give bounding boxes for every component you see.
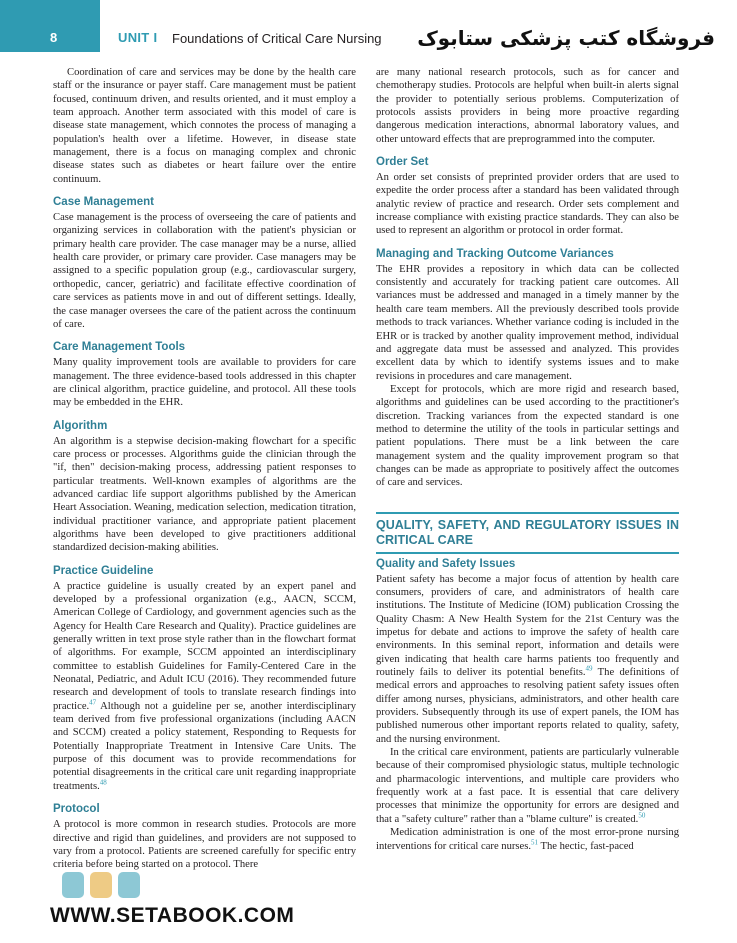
guideline-paragraph	[53, 580, 356, 794]
heading-quality-safety-regulatory: QUALITY, SAFETY, AND REGULATORY ISSUES IN CRITICAL CARE	[376, 512, 679, 554]
right-column	[376, 66, 679, 853]
running-head: Foundations of Critical Care Nursing	[172, 31, 382, 46]
protocol-continued-paragraph: are many national research protocols, such as for cancer and chemotherapy studies. Protocols are helpful when built-in alerts signal the provider to potentially serious problems. Computerization of protocols assists providers in being more proactive regarding dangerous medication interactions, abnormal laboratory values, and other untoward effects that are preprogrammed into the computer.	[376, 67, 679, 145]
heading-tracking-variances: Managing and Tracking Outcome Variances	[376, 247, 614, 260]
website-link[interactable]: WWW.SETABOOK.COM	[50, 904, 295, 927]
algorithm-paragraph: An algorithm is a stepwise decision-making flowchart for a specific care process or processes. Algorithms guide the clinician through the "if, then" decision-making process, addressing patient responses to particular treatments. Well-known examples of algorithms are the advanced cardiac life support algorithms published by the American Heart Association. Weaning, medication selection, medication titration, individual practitioner variance, and appropriate patient placement algorithms have been developed to give practitioners additional standardized decision-making abilities.	[53, 435, 356, 554]
quality-text-b: The definitions of medical errors and approaches to resolving patient safety issues often differ among nurses, physicians, administrators, and other health care providers. Subsequently through its use of expert panels, the IOM has published numerous other important reports related to quality, safety, and the nursing environment.	[376, 667, 679, 745]
setabook-logo-icon	[62, 868, 142, 902]
heading-case-management: Case Management	[53, 196, 154, 209]
heading-protocol: Protocol	[53, 803, 100, 816]
order-set-paragraph: An order set consists of preprinted provider orders that are used to expedite the order process after a standard has been validated through analytic review of practice and research. Order sets complement and increase compliance with existing practice standards. They can also be used to represent an algorithm or protocol in order format.	[376, 172, 679, 237]
environment-text: In the critical care environment, patients are particularly vulnerable because of their compromised physiologic status, multiple technologic and pharmacologic interventions, and multiple care providers who frequently work at a fast pace. It is essential that care delivery processes that minimize the opportunity for errors are designed and that a "safety culture" rather than a "blame culture" is created.	[376, 747, 679, 825]
reference-48[interactable]: 48	[99, 778, 107, 787]
guideline-text-a: A practice guideline is usually created by an expert panel and developed by a professional organization (e.g., AACN, SCCM, American College of Cardiology, and government agencies such as the Agency for Health Care Research and Quality). Practice guidelines are generally written in text prose style rather than in the flowchart format of algorithms. For example, SCCM appointed an interdisciplinary committee to establish Guidelines for Family-Centered Care in the Neonatal, Pediatric, and Adult ICU (2016). They recommended future research and development of tools to translate research findings into practice.	[53, 580, 356, 712]
quality-text-a: Patient safety has become a major focus of attention by health care consumers, providers of care, and administrators of health care institutions. The Institute of Medicine (IOM) publication Crossing the Quality Chasm: A New Health System for the 21st Century was the impetus for debate and actions to improve the safety of health care environments. In this seminal report, information and details were given indicating that health care harms patients too frequently and routinely fails to deliver its potential benefits.	[376, 573, 679, 679]
heading-practice-guideline: Practice Guideline	[53, 564, 154, 577]
tools-paragraph: Many quality improvement tools are available to providers for care management. The three evidence-based tools addressed in this chapter are clinical algorithm, practice guideline, and protocol. All these tools may be embedded in the EHR.	[53, 357, 356, 409]
critical-care-environment-paragraph	[376, 746, 679, 826]
quality-safety-paragraph	[376, 573, 679, 746]
heading-care-management-tools: Care Management Tools	[53, 341, 186, 354]
reference-51[interactable]: 51	[531, 837, 539, 846]
heading-quality-safety-issues: Quality and Safety Issues	[376, 557, 516, 570]
medication-paragraph	[376, 826, 679, 853]
reference-49[interactable]: 49	[585, 664, 593, 673]
except-paragraph: Except for protocols, which are more rigid and research based, algorithms and guidelines can be used according to the practitioner's discretion. Tracking variances from the expected standard is one method to determine the utility of the tools in particular settings and patient populations. There must be a link between the care management system and the quality improvement program so that changes can be made as appropriate to positively affect the outcomes of care and services.	[376, 383, 679, 489]
intro-paragraph: Coordination of care and services may be done by the health care staff or the insurance or payer staff. Care management must be patient focused, continuum driven, and results oriented, and it must employ a team approach. Another term associated with this model of care is disease state management, which connotes the process of managing a population's health over a lifetime. However, in disease state management, there is a focus on managing complex and chronic disease states such as diabetes or heart failure over the entire continuum.	[53, 67, 356, 185]
heading-algorithm: Algorithm	[53, 419, 108, 432]
heading-order-set: Order Set	[376, 156, 429, 169]
case-management-paragraph: Case management is the process of overseeing the care of patients and organizing services in collaboration with the patient's physician or primary health care provider. The case manager may be a nurse, allied health care provider, or primary care provider. Case managers may be assigned to a specific population group (e.g., cardiovascular surgery, orthopedic, cancer, geriatric) and facilitate effective coordination of care services as patients move in and out of different settings. Ideally, the case manager oversees the care of the patient across the continuum of care.	[53, 212, 356, 330]
medication-text-b: The hectic, fast-paced	[538, 840, 634, 852]
unit-label: UNIT I	[118, 30, 158, 45]
reference-47[interactable]: 47	[89, 698, 97, 707]
store-watermark: فروشگاه کتب پزشکی ستابوک	[417, 26, 715, 50]
reference-50[interactable]: 50	[638, 811, 646, 820]
medication-text-a: Medication administration is one of the most error-prone nursing interventions for critical care nurses.	[376, 827, 679, 852]
tracking-paragraph: The EHR provides a repository in which data can be collected consistently and accurately for tracking patient care outcomes. All variances must be addressed and managed in a timely manner by the health care team members. All the previously described tools provide methods to track variances. Whether variance coding is included in the EHR or is tracked by another quality improvement method, individual and aggregate data must be assessed and analyzed. This provides excellent data by which to identify systems issues and to make revisions in procedures and care management.	[376, 263, 679, 382]
protocol-paragraph: A protocol is more common in research studies. Protocols are more directive and rigid than guidelines, and providers are not supposed to vary from a protocol. Patients are screened carefully for specific entry criteria before being started on a protocol. There	[53, 819, 356, 871]
page-number: 8	[50, 30, 58, 45]
left-column	[53, 66, 356, 872]
guideline-text-b: Although not a guideline per se, another interdisciplinary team derived from five professional organizations (including AACN and SCCM) created a policy statement, Responding to Requests for Potentially Inappropriate Treatment in Intensive Care Units. The purpose of this document was to provide recommendations for potential disagreements in the critical care unit regarding inappropriate treatments.	[53, 700, 356, 792]
